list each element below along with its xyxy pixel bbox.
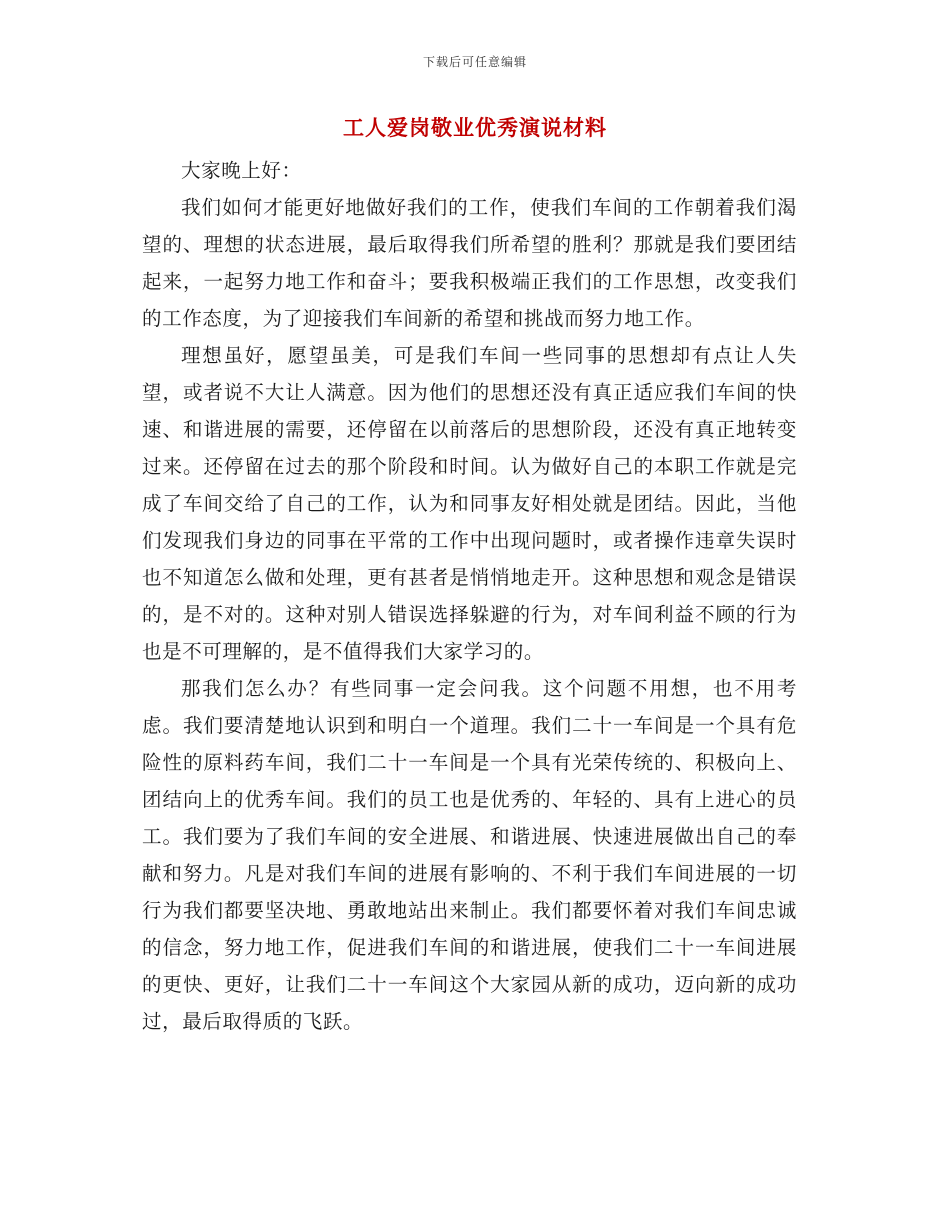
greeting: 大家晚上好： bbox=[181, 159, 302, 182]
paragraph-2: 理想虽好，愿望虽美，可是我们车间一些同事的思想却有点让人失望，或者说不大让人满意。因为他们的思想还没有真正适应我们车间的快速、和谐进展的需要，还停留在以前落后的思想阶段，还没有真正地转变过来。还停留在过去的那个阶段和时间。认为做好自己的本职工作就是完成了车间交给了自己的工作，认为和同事友好相处就是团结。因此，当他们发现我们身边的同事在平常的工作中出现问题时，或者操作违章失误时也不知道怎么做和处理，更有甚者是悄悄地走开。这种思想和观念是错误的，是不对的。这种对别人错误选择躲避的行为，对车间利益不顾的行为也是不可理解的，是不值得我们大家学习的。 bbox=[142, 344, 797, 663]
header-note: 下载后可任意编辑 bbox=[422, 55, 527, 69]
paragraph-3: 那我们怎么办？有些同事一定会问我。这个问题不用想，也不用考虑。我们要清楚地认识到和明白一个道理。我们二十一车间是一个具有危险性的原料药车间，我们二十一车间是一个具有光荣传统的、积极向上、团结向上的优秀车间。我们的员工也是优秀的、年轻的、具有上进心的员工。我们要为了我们车间的安全进展、和谐进展、快速进展做出自己的奉献和努力。凡是对我们车间的进展有影响的、不利于我们车间进展的一切行为我们都要坚决地、勇敢地站出来制止。我们都要怀着对我们车间忠诚的信念，努力地工作，促进我们车间的和谐进展，使我们二十一车间进展的更快、更好，让我们二十一车间这个大家园从新的成功，迈向新的成功过，最后取得质的飞跃。 bbox=[142, 677, 797, 1033]
document-title: 工人爱岗敬业优秀演说材料 bbox=[343, 115, 607, 140]
paragraph-1: 我们如何才能更好地做好我们的工作，使我们车间的工作朝着我们渴望的、理想的状态进展，最后取得我们所希望的胜利？那就是我们要团结起来，一起努力地工作和奋斗；要我积极端正我们的工作思想，改变我们的工作态度，为了迎接我们车间新的希望和挑战而努力地工作。 bbox=[142, 196, 797, 330]
document-body bbox=[142, 152, 797, 1040]
